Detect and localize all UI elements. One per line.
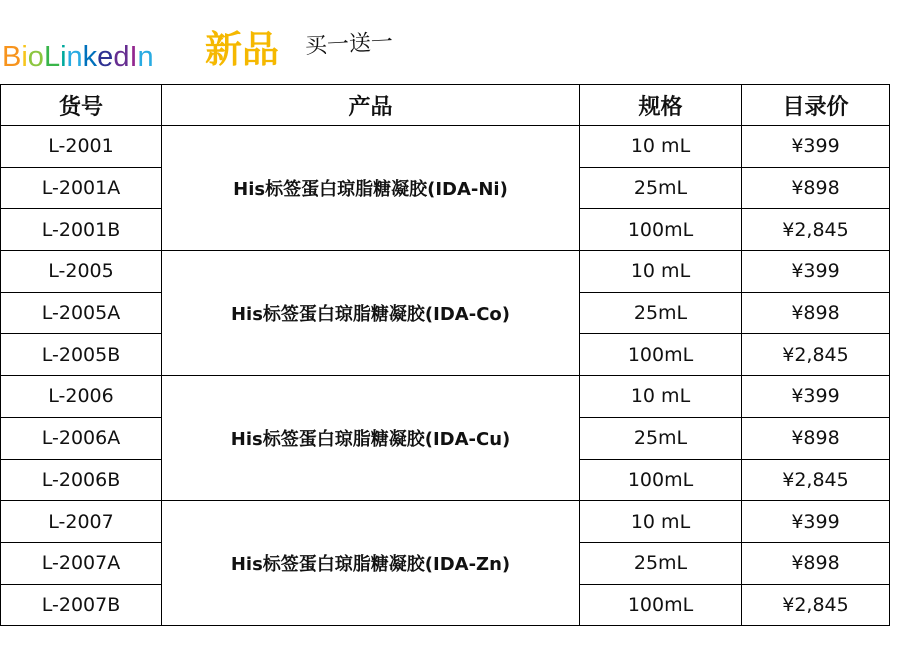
product-cell: His标签蛋白琼脂糖凝胶(IDA-Cu) [162, 376, 580, 501]
price-cell: ¥2,845 [742, 209, 890, 251]
logo-letter: n [66, 41, 83, 73]
spec-cell: 10 mL [580, 126, 742, 168]
table-header-row [1, 85, 890, 126]
sku-cell: L-2005A [1, 292, 162, 334]
price-cell: ¥2,845 [742, 334, 890, 376]
table-row [1, 126, 890, 168]
price-cell: ¥898 [742, 167, 890, 209]
product-cell: His标签蛋白琼脂糖凝胶(IDA-Zn) [162, 501, 580, 626]
logo-letter: i [60, 41, 67, 73]
table-body [1, 126, 890, 626]
sku-cell: L-2006 [1, 376, 162, 418]
column-header-product: 产品 [162, 85, 580, 126]
price-cell: ¥399 [742, 251, 890, 293]
logo-letter: d [113, 41, 130, 73]
sku-cell: L-2001A [1, 167, 162, 209]
promo-text: 买一送一 [304, 29, 394, 60]
spec-cell: 10 mL [580, 501, 742, 543]
sku-cell: L-2007B [1, 584, 162, 626]
table-row [1, 501, 890, 543]
spec-cell: 100mL [580, 459, 742, 501]
product-cell: His标签蛋白琼脂糖凝胶(IDA-Co) [162, 251, 580, 376]
logo-letter: o [27, 41, 44, 73]
sku-cell: L-2001B [1, 209, 162, 251]
price-cell: ¥898 [742, 417, 890, 459]
price-cell: ¥399 [742, 376, 890, 418]
sku-cell: L-2005B [1, 334, 162, 376]
logo-letter: i [21, 41, 28, 73]
sku-cell: L-2005 [1, 251, 162, 293]
sku-cell: L-2001 [1, 126, 162, 168]
product-cell: His标签蛋白琼脂糖凝胶(IDA-Ni) [162, 126, 580, 251]
spec-cell: 10 mL [580, 251, 742, 293]
new-product-label: 新品 [205, 28, 279, 71]
spec-cell: 10 mL [580, 376, 742, 418]
spec-cell: 100mL [580, 584, 742, 626]
logo-letter: B [2, 41, 22, 73]
table-row [1, 251, 890, 293]
spec-cell: 25mL [580, 292, 742, 334]
biolinkedin-logo [2, 42, 154, 72]
price-cell: ¥898 [742, 292, 890, 334]
spec-cell: 25mL [580, 417, 742, 459]
logo-letter: k [82, 41, 98, 73]
sku-cell: L-2007 [1, 501, 162, 543]
sku-cell: L-2006A [1, 417, 162, 459]
logo-letter: L [43, 41, 61, 73]
price-cell: ¥898 [742, 542, 890, 584]
logo-letter: I [129, 41, 138, 73]
price-cell: ¥399 [742, 501, 890, 543]
price-table [0, 84, 890, 626]
sku-cell: L-2006B [1, 459, 162, 501]
column-header-sku: 货号 [1, 85, 162, 126]
logo-letter: n [137, 41, 154, 73]
price-cell: ¥2,845 [742, 459, 890, 501]
spec-cell: 25mL [580, 542, 742, 584]
logo-letter: e [97, 41, 114, 73]
price-cell: ¥2,845 [742, 584, 890, 626]
table-row [1, 376, 890, 418]
column-header-price: 目录价 [742, 85, 890, 126]
column-header-spec: 规格 [580, 85, 742, 126]
spec-cell: 100mL [580, 334, 742, 376]
spec-cell: 25mL [580, 167, 742, 209]
spec-cell: 100mL [580, 209, 742, 251]
sku-cell: L-2007A [1, 542, 162, 584]
price-cell: ¥399 [742, 126, 890, 168]
